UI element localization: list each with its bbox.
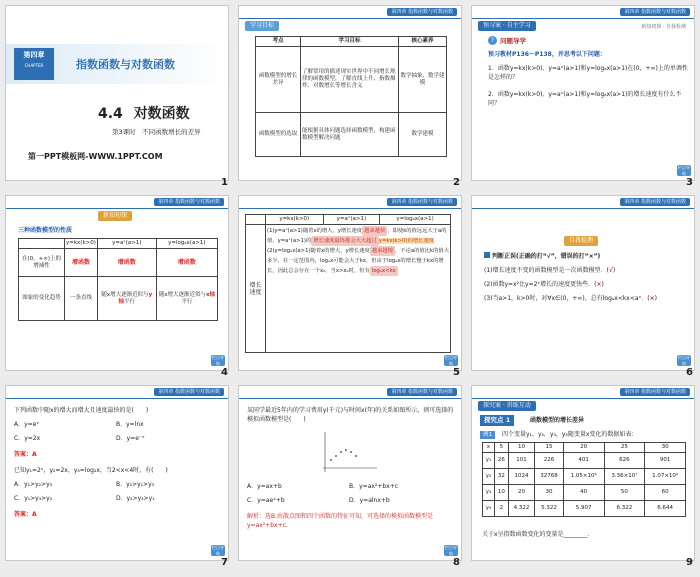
header-bar: [239, 6, 461, 18]
question-text: 某同学最近5年内的学习费用y(千元)与时间x(年)的关系如图所示，则可选择的模拟函数模型是( ): [247, 407, 454, 423]
section-tag: 预习案 · 自主学习: [478, 21, 536, 31]
table-cell: 32768: [535, 469, 564, 485]
answer-key: y轴: [118, 291, 153, 305]
cell-text: (1)y=aˣ(a>1)随着x的增大，y增长速度: [267, 228, 363, 234]
growth-table: [245, 214, 451, 353]
scatter-point: [350, 451, 352, 453]
section-title: 对数函数: [133, 106, 190, 122]
table-cell: 5.322: [535, 501, 564, 517]
page-number-7: 7: [221, 557, 228, 568]
option-a: A．y=eˣ: [14, 421, 40, 428]
check-item-2: [484, 280, 690, 289]
option-a: A．y=ax+b: [247, 483, 282, 490]
example-text: 四个变量y₁，y₂，y₃，y₄随变量x变化的数据如表：: [502, 431, 638, 438]
table-cell: 6.644: [645, 501, 686, 517]
header-bar: [472, 6, 694, 18]
chapter-header: 第四章 指数函数与对数函数: [387, 8, 457, 16]
check-item-1: [484, 266, 690, 275]
check-intro-text: 判断正误(正确的打“√”，错误的打“×”): [492, 253, 601, 260]
option-c: C．y=aeˣ+b: [247, 497, 285, 504]
chapter-header: 第四章 指数函数与对数函数: [154, 198, 224, 206]
scatter-point: [355, 455, 357, 457]
page-number-9: 9: [686, 557, 693, 568]
page-number-1: 1: [221, 177, 228, 188]
option-a: A．y₁>y₂>y₃: [14, 481, 53, 488]
page-number-4: 4: [221, 367, 228, 378]
table-cell: [97, 277, 156, 321]
section-line: [98, 103, 190, 123]
section-tag: 新知初探: [98, 211, 132, 221]
answer-cell: 增函数: [65, 249, 98, 277]
slide-4[interactable]: [5, 195, 229, 371]
table-cell: 函数模型的选取: [256, 113, 301, 157]
section-tag: 探究案 · 讲练互动: [478, 401, 536, 411]
answer-cell: 增函数: [97, 249, 156, 277]
slide-1[interactable]: [5, 5, 229, 181]
watermark-text: 第一PPT模板网-WWW.1PPT.COM: [28, 152, 163, 161]
table-cell: 了解常用的描述现实世界中不同增长规律的函数模型，了解直线上升、指数爆炸、对数增长等增长含义: [301, 47, 399, 113]
back-nav-button[interactable]: 栏目导航: [445, 355, 457, 366]
chapter-header: 第四章 指数函数与对数函数: [620, 8, 690, 16]
answer-key: 增长速度最终都会大大超过: [313, 238, 377, 244]
table-cell: [156, 277, 217, 321]
lesson-title: 第3课时 不同函数增长的差异: [112, 128, 201, 136]
option-d: D．y=alnx+b: [349, 497, 390, 504]
properties-table: [18, 238, 218, 321]
table-cell: 函数模型的增长差异: [256, 47, 301, 113]
col-header: 30: [645, 443, 686, 453]
table-row: [483, 501, 686, 517]
col-header: y=aˣ(a>1): [323, 215, 380, 225]
chapter-title: 指数函数与对数函数: [76, 58, 175, 71]
check-answer: ×: [649, 295, 655, 302]
question-2: 已知y₁=2ˣ，y₂=2x，y₃=log₂x，当2<x<4时，有( ): [14, 467, 168, 474]
chapter-badge: [14, 48, 54, 80]
col-header: 学习目标: [301, 37, 399, 47]
col-header: 5: [494, 443, 508, 453]
table-cell: 一条直线: [65, 277, 98, 321]
slide-9[interactable]: [471, 385, 695, 561]
option-b: B．y=ax²+bx+c: [349, 483, 399, 490]
back-nav-button[interactable]: 栏目导航: [212, 355, 224, 366]
table-cell: y₁: [483, 453, 495, 469]
scatter-point: [345, 449, 347, 451]
table-cell: y₂: [483, 469, 495, 485]
table-row: [483, 453, 686, 469]
chapter-number: 第四章: [23, 51, 45, 59]
question-icon: ?: [488, 36, 497, 45]
table-cell: 26: [494, 453, 508, 469]
page-number-5: 5: [453, 367, 460, 378]
chapter-header: 第四章 指数函数与对数函数: [387, 388, 457, 396]
check-text: (3)当a>1，k>0时，对∀x∈(0，+∞)，总有logₐx<kx<aˣ．(: [484, 295, 650, 302]
slide-2[interactable]: [238, 5, 462, 181]
section-tag: 学习目标: [245, 21, 279, 31]
table-cell: 5.907: [563, 501, 604, 517]
header-bar: [239, 386, 461, 398]
chapter-header: 第四章 指数函数与对数函数: [154, 388, 224, 396]
table-cell: 60: [645, 485, 686, 501]
table-cell: 6.322: [604, 501, 645, 517]
preview-question-2: 2．函数y=kx(k>0)、y=aˣ(a>1)和y=logₐx(a>1)的增长速度有什么不同？: [488, 91, 682, 107]
chapter-header: 第四章 指数函数与对数函数: [620, 388, 690, 396]
page-number-6: 6: [686, 367, 693, 378]
check-close: ): [654, 295, 657, 302]
table-cell: 1.07×10⁹: [645, 469, 686, 485]
option-d: D．y=e⁻ˣ: [116, 435, 145, 442]
explore-point-badge: 探究点 1: [480, 415, 514, 426]
answer-key: y=kx(k>0)的增长速度: [378, 238, 435, 244]
answer-key: x轴: [205, 291, 216, 298]
col-header: 考点: [256, 37, 301, 47]
col-header: 15: [535, 443, 564, 453]
row-label: 图象的变化趋势: [19, 277, 65, 321]
cell-text: 平行: [181, 298, 193, 305]
chapter-en: CHAPTER: [24, 63, 44, 68]
answer-key: 越来越慢: [371, 248, 393, 254]
table-question: 关于x呈指数函数变化的变量是________．: [482, 531, 594, 538]
table-cell: 能根据具体问题选择函数模型，构建函数模型解决问题: [301, 113, 399, 157]
cell-text: 随x增大逐渐近似与: [101, 291, 149, 298]
table-cell: 1024: [508, 469, 534, 485]
back-nav-button[interactable]: 栏目导航: [445, 545, 457, 556]
cell-text: ，即使k的值远远大于a的值，y=aˣ(a>1)的: [267, 228, 447, 244]
section-number: 4.4: [98, 106, 123, 122]
option-b: B．y₂>y₁>y₃: [116, 481, 155, 488]
chapter-header: 第四章 指数函数与对数函数: [387, 198, 457, 206]
col-header: [19, 239, 65, 249]
table-cell: 32: [494, 469, 508, 485]
preview-intro: 预习教材P136～P138，并思考以下问题：: [488, 51, 606, 58]
option-d: D．y₂>y₃>y₁: [116, 495, 155, 502]
preview-question-1: 1．函数y=kx(k>0)、y=aˣ(a>1)和y=logₐx(a>1)在(0，+∞)上的单调性是怎样的？: [488, 65, 688, 81]
cell-text: (2)y=logₐx(a>1)随着x的增大，y增长速度: [267, 248, 370, 254]
col-header: 20: [563, 443, 604, 453]
table-cell: 226: [535, 453, 564, 469]
answer-cell: 增函数: [156, 249, 217, 277]
check-intro: [484, 252, 690, 261]
col-header: 核心素养: [399, 37, 447, 47]
cell-text: 平行: [124, 298, 136, 305]
table-cell: 数学抽象、数学建模: [399, 47, 447, 113]
col-header: y=kx(k>0): [266, 215, 324, 225]
table-cell: 2: [494, 501, 508, 517]
chapter-header: 第四章 指数函数与对数函数: [620, 198, 690, 206]
header-bar: [6, 196, 228, 208]
row-label: 增长速度: [246, 225, 266, 353]
check-answer: ×: [596, 281, 602, 288]
table-cell: 401: [563, 453, 604, 469]
table-row: [483, 469, 686, 485]
properties-title: 三种函数模型的性质: [18, 227, 73, 234]
table-cell: y₄: [483, 501, 495, 517]
table-cell: 40: [563, 485, 604, 501]
row-label: 在(0，+∞)上的增减性: [19, 249, 65, 277]
check-icon: [484, 252, 490, 258]
table-cell: 4.322: [508, 501, 534, 517]
table-cell: 626: [604, 453, 645, 469]
check-close: ): [612, 267, 616, 274]
page-number-8: 8: [453, 557, 460, 568]
answer-2: 答案：A: [14, 511, 37, 518]
header-bar: [239, 196, 461, 208]
back-nav-button[interactable]: 栏目导航: [212, 545, 224, 556]
table-cell: 3.36×10⁷: [604, 469, 645, 485]
header-bar: [6, 386, 228, 398]
table-cell: 50: [604, 485, 645, 501]
table-cell: [266, 225, 451, 353]
page-number-3: 3: [686, 177, 693, 188]
header-bar: [472, 386, 694, 398]
scatter-point: [335, 455, 337, 457]
page-number-2: 2: [453, 177, 460, 188]
slide-8[interactable]: [238, 385, 462, 561]
data-table: [482, 442, 686, 517]
scatter-plot: [319, 430, 379, 474]
question-title: 问题导学: [500, 37, 526, 45]
col-header: y=aˣ(a>1): [97, 239, 156, 249]
goals-table: [255, 36, 447, 157]
slide-3[interactable]: [471, 5, 695, 181]
table-cell: 20: [508, 485, 534, 501]
back-nav-button[interactable]: 栏目导航: [678, 165, 690, 176]
col-header: y=logₐx(a>1): [380, 215, 451, 225]
cell-text: ，不论a的值比k的值大多少，在一定范围内，logₐx可能会大于kx，但由于logₐx的增长慢于kx的增长，因此总会存在一个x₀，当x>x₀时，恒有: [267, 248, 449, 274]
col-header: [246, 215, 266, 225]
option-c: C．y=2x: [14, 435, 41, 442]
col-header: 10: [508, 443, 534, 453]
table-cell: 901: [645, 453, 686, 469]
scatter-point: [340, 451, 342, 453]
check-text: (2)函数y=x²比y=2ˣ增长的速度更快些．(: [484, 281, 597, 288]
slide-5[interactable]: [238, 195, 462, 371]
check-answer: √: [608, 267, 613, 274]
check-close: ): [601, 281, 604, 288]
option-b: B．y=lnx: [116, 421, 144, 428]
table-cell: 30: [535, 485, 564, 501]
answer-key: 越来越快: [364, 228, 386, 234]
col-header: y=kx(k>0): [65, 239, 98, 249]
col-header: 25: [604, 443, 645, 453]
table-cell: 101: [508, 453, 534, 469]
answer-key: logₐx<kx: [371, 268, 396, 274]
option-c: C．y₁>y₃>y₂: [14, 495, 53, 502]
table-cell: y₃: [483, 485, 495, 501]
scatter-point: [330, 459, 332, 461]
table-cell: 1.05×10⁶: [563, 469, 604, 485]
col-header: x: [483, 443, 495, 453]
cell-text: 随x增大逐渐近似与: [158, 291, 206, 298]
explore-point-title: 函数模型的增长差异: [530, 417, 585, 424]
back-nav-button[interactable]: 栏目导航: [678, 355, 690, 366]
section-tag: 自我检测: [564, 236, 598, 246]
subsection-label: 新知初探 · 自我检测: [641, 24, 686, 30]
table-cell: 10: [494, 485, 508, 501]
col-header: y=logₐx(a>1): [156, 239, 217, 249]
check-item-3: [484, 294, 690, 303]
slide-6[interactable]: [471, 195, 695, 371]
answer-1: 答案：A: [14, 451, 37, 458]
solution-text: 解析：选B.由散点图和四个函数的特征可知，可选择的模拟函数模型是y=ax²+bx+c.: [247, 513, 434, 529]
check-text: (1)增长速度不变的函数模型是一次函数模型．(: [484, 267, 609, 274]
question-1: 下列函数中随x的增大而增大且速度最快的是( ): [14, 407, 149, 414]
header-bar: [472, 196, 694, 208]
example-badge: 例1: [480, 431, 495, 439]
table-cell: 数学建模: [399, 113, 447, 157]
table-row: [483, 485, 686, 501]
slide-7[interactable]: [5, 385, 229, 561]
